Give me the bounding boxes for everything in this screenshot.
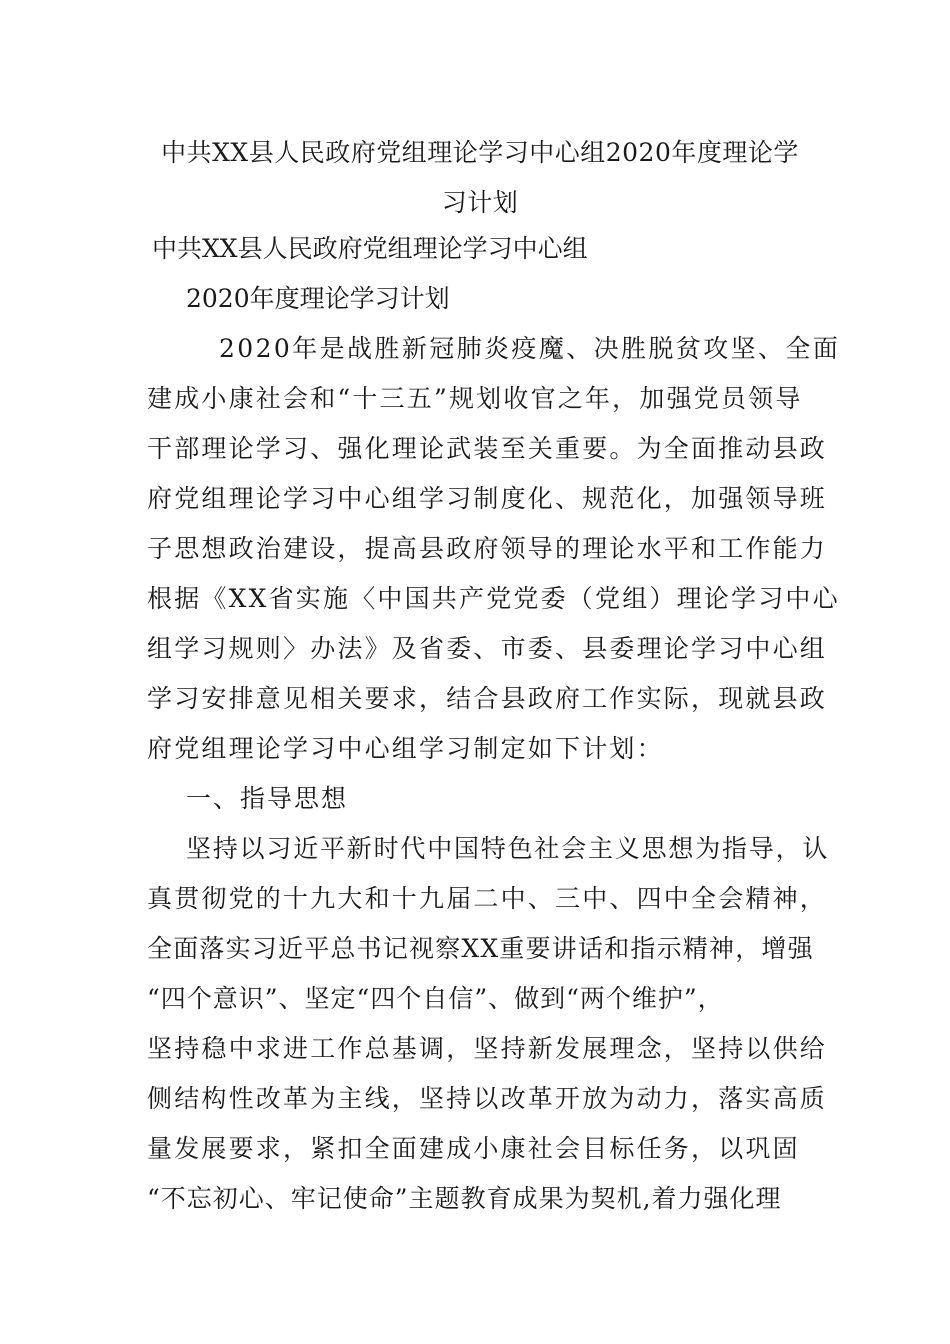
paragraph-line: 坚持以习近平新时代中国特色社会主义思想为指导，认 (186, 834, 830, 863)
title-line-2: 习计划 (441, 188, 519, 217)
paragraph-line: 侧结构性改革为主线，坚持以改革开放为动力，落实高质 (147, 1084, 828, 1113)
paragraph-line: 建成小康社会和“十三五”规划收官之年，加强党员领导 (147, 384, 803, 413)
document-title (140, 128, 820, 228)
paragraph-line: 府党组理论学习中心组学习制定如下计划： (147, 734, 664, 763)
paragraph-line: 组学习规则〉办法》及省委、市委、县委理论学习中心组 (147, 634, 828, 663)
plan-heading: 2020年度理论学习计划 (186, 284, 450, 313)
paragraph-line: “四个意识”、坚定“四个自信”、做到“两个维护”， (147, 984, 724, 1013)
paragraph-line: 干部理论学习、强化理论武装至关重要。为全面推动县政 (147, 434, 828, 463)
paragraph-line: 府党组理论学习中心组学习制度化、规范化，加强领导班 (147, 484, 828, 513)
paragraph-line: 学习安排意见相关要求，结合县政府工作实际，现就县政 (147, 684, 828, 713)
paragraph-line: 根据《XX省实施〈中国共产党党委（党组）理论学习中心 (147, 584, 840, 613)
paragraph-line: 全面落实习近平总书记视察XX重要讲话和指示精神，增强 (147, 934, 814, 963)
paragraph-line: 坚持稳中求进工作总基调，坚持新发展理念，坚持以供给 (147, 1034, 828, 1063)
paragraph-line: 真贯彻党的十九大和十九届二中、三中、四中全会精神， (147, 884, 828, 913)
org-heading: 中共XX县人民政府党组理论学习中心组 (152, 234, 588, 263)
title-line-1: 中共XX县人民政府党组理论学习中心组2020年度理论学 (161, 138, 799, 167)
section-1-heading: 一、指导思想 (186, 784, 349, 813)
paragraph-line: “不忘初心、牢记使命”主题教育成果为契机,着力强化理 (147, 1184, 782, 1213)
paragraph-line: 2020年是战胜新冠肺炎疫魔、决胜脱贫攻坚、全面 (219, 334, 841, 363)
paragraph-line: 量发展要求，紧扣全面建成小康社会目标任务，以巩固 (147, 1134, 800, 1163)
paragraph-line: 子思想政治建设，提高县政府领导的理论水平和工作能力 (147, 534, 828, 563)
